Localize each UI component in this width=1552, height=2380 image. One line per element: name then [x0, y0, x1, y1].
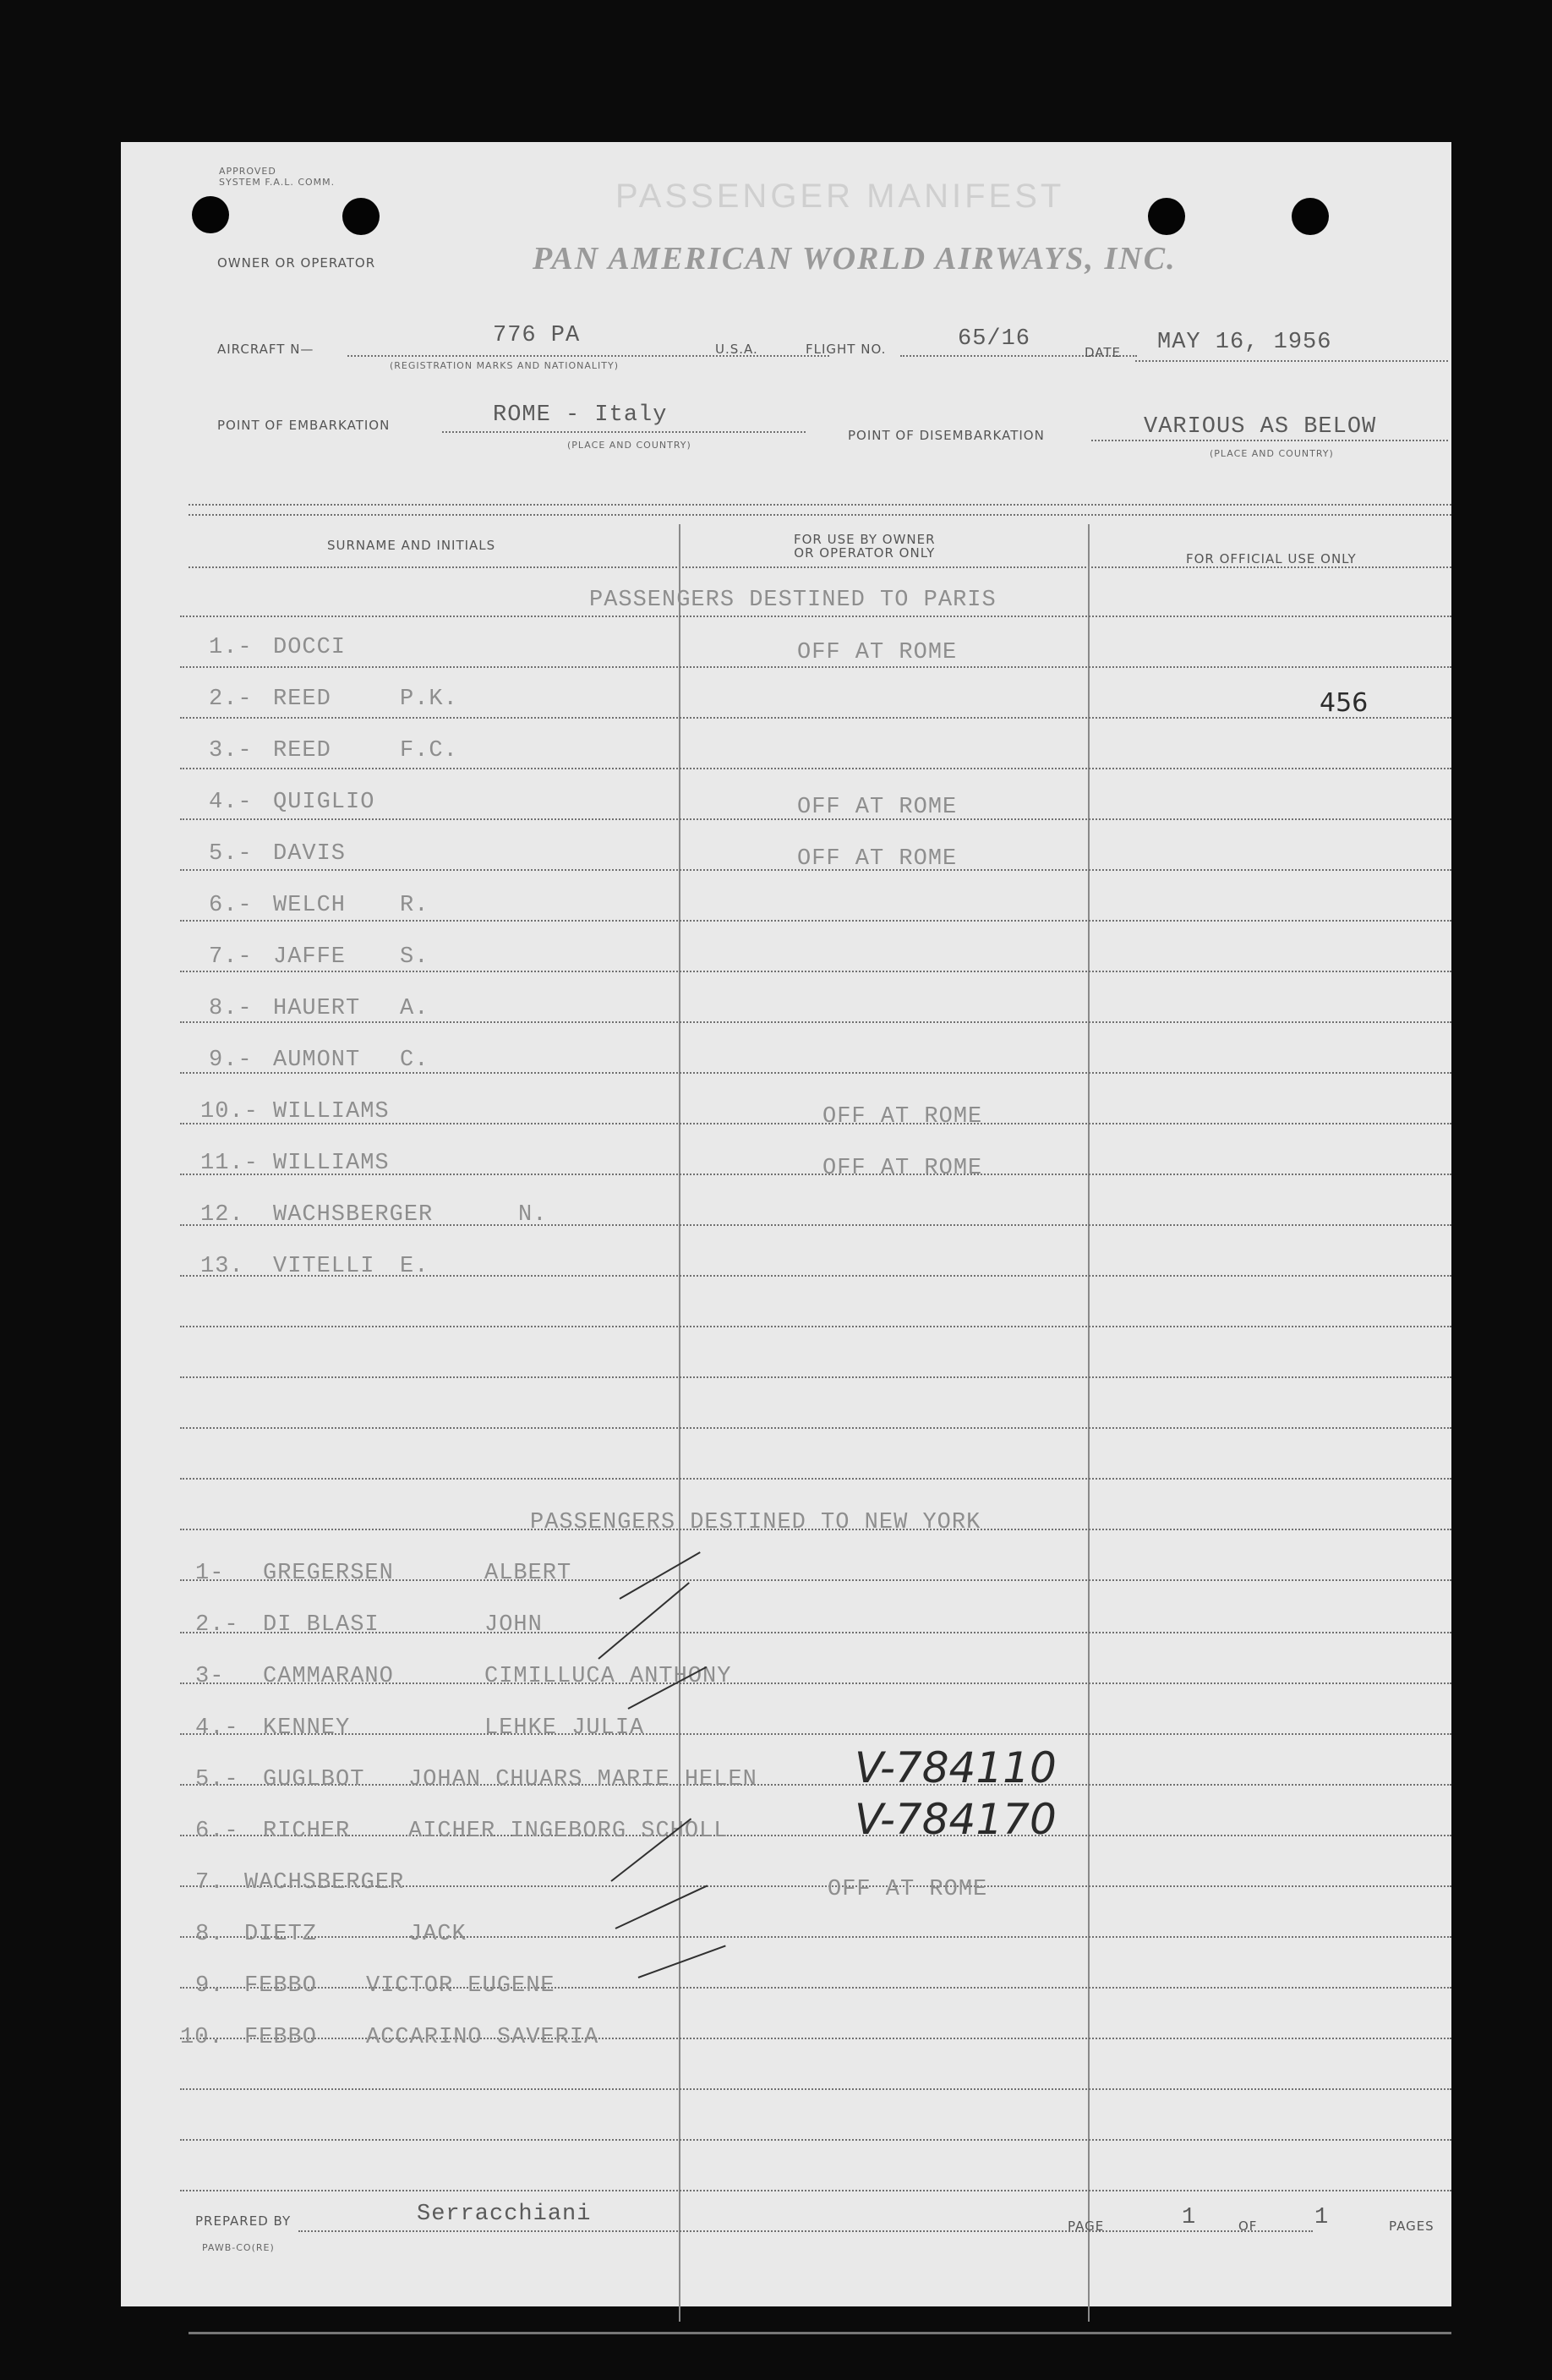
disembark-value: VARIOUS AS BELOW	[1144, 414, 1377, 440]
of-label: OF	[1238, 2219, 1258, 2234]
flight-value: 65/16	[958, 326, 1031, 352]
row-number: 5.-	[195, 1767, 239, 1792]
passenger-surname: DI BLASI	[263, 1612, 380, 1638]
row-number: 9.-	[209, 1048, 253, 1073]
passenger-surname: JAFFE	[273, 944, 347, 970]
row-number: 4.-	[195, 1715, 239, 1741]
manifest-sheet	[121, 142, 1451, 2306]
row-note: OFF AT ROME	[797, 640, 958, 665]
row-number: 13.	[200, 1254, 244, 1279]
embark-value: ROME - Italy	[493, 402, 668, 428]
passenger-given-names: VICTOR EUGENE	[366, 1973, 555, 1999]
passenger-surname: FEBBO	[244, 2025, 318, 2050]
row-number: 4.-	[209, 790, 253, 815]
section-newyork-heading: PASSENGERS DESTINED TO NEW YORK	[530, 1510, 981, 1535]
company-name: PAN AMERICAN WORLD AIRWAYS, INC.	[533, 241, 1177, 276]
row-number: 10.-	[200, 1099, 259, 1124]
passenger-surname: KENNEY	[263, 1715, 351, 1741]
row-number: 1.-	[209, 635, 253, 660]
row-number: 6.-	[195, 1819, 239, 1844]
column-owner-use: FOR USE BY OWNER OR OPERATOR ONLY	[794, 532, 936, 561]
row-number: 11.-	[200, 1151, 259, 1176]
passenger-surname: WELCH	[273, 893, 347, 918]
passenger-surname: FEBBO	[244, 1973, 318, 1999]
passenger-surname: DOCCI	[273, 635, 347, 660]
disembark-caption: (PLACE AND COUNTRY)	[1210, 448, 1334, 459]
row-number: 3.-	[209, 738, 253, 763]
prepared-label: PREPARED BY	[195, 2213, 292, 2229]
punch-hole	[342, 198, 380, 235]
row-number: 7.	[195, 1870, 225, 1896]
punch-hole	[1292, 198, 1329, 235]
section-paris-heading: PASSENGERS DESTINED TO PARIS	[589, 588, 997, 613]
passenger-given-names: LEHKE JULIA	[484, 1715, 645, 1741]
row-note: OFF AT ROME	[828, 1877, 988, 1902]
row-number: 2.-	[209, 687, 253, 712]
passenger-surname: REED	[273, 738, 331, 763]
passenger-given-names: CIMILLUCA ANTHONY	[484, 1664, 732, 1689]
row-number: 5.-	[209, 841, 253, 867]
passenger-initials: F.C.	[400, 738, 458, 763]
check-mark	[620, 1551, 701, 1600]
owner-label: OWNER OR OPERATOR	[217, 255, 376, 271]
embark-caption: (PLACE AND COUNTRY)	[567, 440, 691, 451]
official-number: 456	[1320, 688, 1369, 718]
row-number: 2.-	[195, 1612, 239, 1638]
page-title: PASSENGER MANIFEST	[615, 178, 1065, 215]
passenger-given-names: JACK	[408, 1922, 467, 1947]
passenger-given-names: JOHAN CHUARS MARIE HELEN	[408, 1767, 757, 1792]
row-number: 12.	[200, 1202, 244, 1228]
page-label: PAGE	[1068, 2219, 1105, 2234]
row-note: OFF AT ROME	[797, 846, 958, 872]
passenger-given-names: AICHER INGEBORG SCHOLL	[408, 1819, 729, 1844]
passenger-surname: AUMONT	[273, 1048, 361, 1073]
passenger-surname: DAVIS	[273, 841, 347, 867]
usa-label: U.S.A.	[715, 342, 758, 357]
aircraft-label: AIRCRAFT N—	[217, 342, 314, 357]
passenger-surname: GUGLBOT	[263, 1767, 365, 1792]
visa-number: V-784110	[855, 1743, 1057, 1792]
form-code: PAWB-CO(RE)	[202, 2242, 275, 2253]
flight-label: FLIGHT NO.	[806, 342, 887, 357]
passenger-surname: REED	[273, 687, 331, 712]
row-number: 8.-	[209, 996, 253, 1021]
passenger-initials: C.	[400, 1048, 429, 1073]
passenger-surname: RICHER	[263, 1819, 351, 1844]
passenger-surname: QUIGLIO	[273, 790, 375, 815]
row-number: 10.	[180, 2025, 224, 2050]
column-surname: SURNAME AND INITIALS	[327, 538, 496, 553]
check-mark	[615, 1885, 708, 1929]
passenger-given-names: JOHN	[484, 1612, 543, 1638]
passenger-surname: WILLIAMS	[273, 1151, 390, 1176]
punch-hole	[1148, 198, 1185, 235]
approved-stamp: APPROVED SYSTEM F.A.L. COMM.	[219, 166, 336, 188]
row-note: OFF AT ROME	[822, 1156, 983, 1181]
row-number: 7.-	[209, 944, 253, 970]
punch-hole	[192, 196, 229, 233]
row-note: OFF AT ROME	[797, 795, 958, 820]
passenger-surname: VITELLI	[273, 1254, 375, 1279]
row-number: 6.-	[209, 893, 253, 918]
embark-label: POINT OF EMBARKATION	[217, 418, 391, 433]
passenger-given-names: ACCARINO SAVERIA	[366, 2025, 599, 2050]
passenger-surname: GREGERSEN	[263, 1561, 394, 1586]
pages-label: PAGES	[1389, 2219, 1435, 2234]
row-note: OFF AT ROME	[822, 1104, 983, 1130]
of-value: 1	[1314, 2205, 1330, 2230]
row-number: 1-	[195, 1561, 225, 1586]
column-official-use: FOR OFFICIAL USE ONLY	[1186, 551, 1357, 566]
visa-number: V-784170	[855, 1795, 1057, 1844]
check-mark	[638, 1945, 726, 1978]
passenger-surname: DIETZ	[244, 1922, 318, 1947]
date-label: DATE	[1085, 345, 1122, 360]
passenger-initials: A.	[400, 996, 429, 1021]
passenger-initials: R.	[400, 893, 429, 918]
row-number: 3-	[195, 1664, 225, 1689]
passenger-initials: E.	[400, 1254, 429, 1279]
passenger-initials: P.K.	[400, 687, 458, 712]
passenger-initials: S.	[400, 944, 429, 970]
passenger-surname: WILLIAMS	[273, 1099, 390, 1124]
passenger-surname: HAUERT	[273, 996, 361, 1021]
passenger-surname: WACHSBERGER	[273, 1202, 434, 1228]
row-number: 8.	[195, 1922, 225, 1947]
date-value: MAY 16, 1956	[1157, 330, 1332, 355]
passenger-surname: CAMMARANO	[263, 1664, 394, 1689]
page-value: 1	[1182, 2205, 1197, 2230]
disembark-label: POINT OF DISEMBARKATION	[848, 428, 1045, 443]
aircraft-value: 776 PA	[493, 323, 581, 348]
check-mark	[598, 1582, 690, 1660]
registration-caption: (REGISTRATION MARKS AND NATIONALITY)	[390, 360, 620, 371]
passenger-surname: WACHSBERGER	[244, 1870, 405, 1896]
passenger-given-names: ALBERT	[484, 1561, 572, 1586]
passenger-initials: N.	[518, 1202, 548, 1228]
prepared-value: Serracchiani	[417, 2202, 592, 2227]
row-number: 9.	[195, 1973, 225, 1999]
